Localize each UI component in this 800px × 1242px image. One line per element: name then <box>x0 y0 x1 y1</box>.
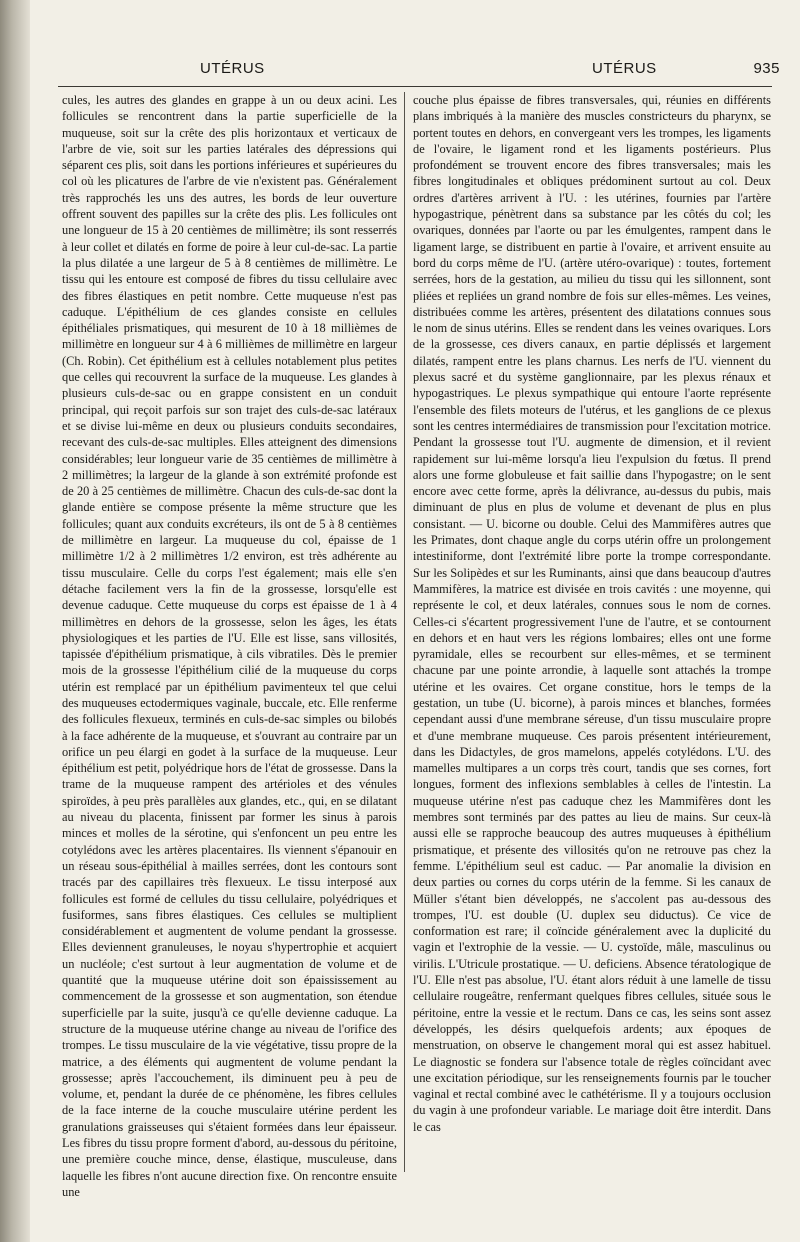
left-text-column <box>62 92 397 1200</box>
column-divider <box>404 92 405 1172</box>
left-column-paragraph: cules, les autres des glandes en grappe à un ou deux acini. Les follicules se rencontrent dans la partie superficielle de la muqueuse, soit sur la crête des plis horizontaux et verticaux de l'arbre de vie, soit sur les parties latérales des dépressions qui séparent ces plis, soit dans les portions inférieures et supérieures du col où les plicatures de l'arbre de vie n'existent pas. Généralement très rapprochés les uns des autres, les bords de leur ouverture offrent souvent des papilles sur la crête des plis. Les follicules ont une longueur de 15 à 20 centièmes de millimètre; ils sont resserrés à leur collet et dilatés en forme de poire à leur cul-de-sac. La partie la plus dilatée a une largeur de 5 à 8 centièmes de millimètre. Le tissu qui les entoure est composé de fibres du tissu cellulaire avec des fibres élastiques en petit nombre. Cette muqueuse n'est pas caduque. L'épithélium de ces glandes consiste en cellules épithéliales prismatiques, qui mesurent de 10 à 18 millièmes de millimètre en longueur sur 4 à 6 millièmes de millimètre en largeur (Ch. Robin). Cet épithélium est à cellules notablement plus petites que celles qui recouvrent la surface de la muqueuse. Les glandes à plusieurs culs-de-sac ou en grappe consistent en un conduit principal, qui reçoit parfois sur son trajet des culs-de-sac latéraux et se divise lui-même en deux ou plusieurs conduits secondaires, recevant des culs-de-sac multiples. Elles atteignent des dimensions considérables; leur longueur varie de 35 centièmes de millimètre à 2 millimètres; la largeur de la glande à son extrémité profonde est de 20 à 25 centièmes de millimètre. Chacun des culs-de-sac dont la glande entière se compose présente la même structure que les follicules; quant aux conduits excréteurs, ils ont de 5 à 8 centièmes de millimètre en largeur. La muqueuse du col, épaisse de 1 millimètre 1/2 à 2 millimètres 1/2 environ, est très adhérente au tissu musculaire. Celle du corps l'est également; mais elle s'en détache facilement vers la fin de la grossesse, lorsqu'elle est devenue caduque. Cette muqueuse du corps est épaisse de 1 à 4 millimètres en dehors de la grossesse, selon les âges, les états physiologiques et les parties de l'U. Elle est lisse, sans villosités, tapissée d'épithélium prismatique, à cils vibratiles. Dès le premier mois de la grossesse l'épithélium cilié de la muqueuse du corps utérin est remplacé par un épithélium pavimenteux tel que celui des muqueuses ectodermiques vaginale, buccale, etc. Elle renferme des follicules flexueux, terminés en culs-de-sac simples ou bilobés à la face adhérente de la muqueuse, et s'ouvrant au contraire par un orifice un peu élargi en godet à la surface de la muqueuse. Leur épithélium est petit, polyédrique hors de l'état de grossesse. Dans la trame de la muqueuse rampent des artérioles et des vénules spiroïdes, à peu près parallèles aux glandes, etc., qui, en se dilatant au niveau du placenta, finissent par former les sinus à parois minces et molles de la sérotine, qui s'enfoncent un peu entre les cotylédons avec les artères placentaires. Ils viennent s'épanouir en un réseau sous-épithélial à mailles serrées, dont les contours sont tracés par des capillaires très flexueux. Le tissu interposé aux follicules est formé de cellules du tissu cellulaire, polyédriques et fusiformes, sans fibres élastiques. Ces cellules se multiplient considérablement et augmentent de volume pendant la grossesse. Elles deviennent granuleuses, le noyau s'hypertrophie et acquiert un nucléole; c'est surtout à leur augmentation de volume et de quantité que la muqueuse utérine doit son épaississement au commencement de la grossesse et son augmentation, son étendue superficielle par la suite, jusqu'à ce qu'elle devienne caduque. La structure de la muqueuse utérine change au niveau de l'orifice des trompes. Le tissu musculaire de la vie végétative, tissu propre de la matrice, a des éléments qui augmentent de volume pendant la grossesse; après l'accouchement, ils diminuent peu à peu de volume, et, pendant la durée de ce phénomène, les fibres cellules de la face interne de la couche musculaire utérine perdent les granulations graisseuses qui s'étaient formées dans leur épaisseur. Les fibres du tissu propre forment d'abord, au-dessous du péritoine, une première couche mince, dense, élastique, musculeuse, dans laquelle les fibres n'ont aucune direction fixe. On rencontre ensuite une <box>62 93 397 1199</box>
page-binding-edge <box>0 0 30 1242</box>
right-text-column <box>413 92 771 1135</box>
page-number: 935 <box>753 60 780 77</box>
header-rule <box>58 86 772 87</box>
right-running-title: UTÉRUS <box>592 60 657 77</box>
left-running-title: UTÉRUS <box>200 60 265 77</box>
running-header <box>40 60 780 86</box>
right-column-paragraph: couche plus épaisse de fibres transversales, qui, réunies en différents plans imbriqués à la manière des muscles constricteurs du pharynx, se portent toutes en dehors, en convergeant vers les trompes, les ligaments de l'ovaire, le ligament rond et les ligaments postérieurs. Plus profondément se trouvent encore des fibres transversales; mais les fibres longitudinales et obliques prédominent surtout au col. Deux ordres d'artères arrivent à l'U. : les utérines, fournies par l'artère hypogastrique, pénètrent dans sa substance par les côtés du col; les ovariques, données par l'aorte ou par les émulgentes, rampent dans le ligament large, se distribuent en partie à l'ovaire, et arrivent ensuite au bord du corps même de l'U. (artère utéro-ovarique) : toutes, fortement serrées, hors de la gestation, au milieu du tissu qui les sillonnent, sont pliées et repliées un grand nombre de fois sur elles-mêmes. Les veines, distribuées comme les artères, présentent des dilatations connues sous le nom de sinus utérins. Elles se rendent dans les veines ovariques. Lors de la grossesse, ces divers canaux, en partie déplissés et largement dilatés, rampent entre les plans charnus. Les nerfs de l'U. viennent du plexus sacré et du système ganglionnaire, par les plexus rénaux et hypogastriques. Le plexus sympathique qui entoure l'aorte représente l'ensemble des filets moteurs de l'utérus, et les ganglions de ce plexus sont les centres intermédiaires de transmission pour l'excitation motrice. Pendant la grossesse tout l'U. augmente de dimension, et il revient rapidement sur lui-même lorsqu'a lieu l'expulsion du fœtus. Il prend alors une forme globuleuse et fait saillie dans l'hypogastre; on le sent encore avec cette forme, après la délivrance, au-dessus du pubis, mais diminuant de plus en plus de volume et devenant de plus en plus consistant. — U. bicorne ou double. Celui des Mammifères autres que les Primates, dont chaque angle du corps utérin offre un prolongement intestiniforme, dont l'extrémité libre porte la trompe correspondante. Sur les Solipèdes et sur les Ruminants, ainsi que dans beaucoup d'autres Mammifères, la matrice est divisée en trois cavités : une moyenne, qui représente le col, et deux latérales, connues sous le nom de cornes. Celles-ci s'écartent progressivement l'une de l'autre, et se contournent en dehors et en haut vers les régions lombaires; elles ont une forme pyramidale, elles se recourbent sur elles-mêmes, et se terminent chacune par une pointe arrondie, à laquelle sont attachés la trompe utérine et les ovaires. Cet organe constitue, hors le temps de la gestation, un tube (U. bicorne), à parois minces et blanches, formées cependant aussi d'une membrane séreuse, d'un tissu musculaire propre et d'une membrane muqueuse. Ces parois présentent intérieurement, dans les Didactyles, de gros mamelons, appelés cotylédons. L'U. des mamelles multipares a un corps très court, tandis que ses cornes, fort longues, forment des inflexions semblables à celles de l'intestin. La muqueuse utérine n'est pas caduque chez les Mammifères dont les membres sont terminés par des pattes au lieu de mains. Sur ceux-là aussi elle se rapproche beaucoup des autres muqueuses à épithélium prismatique, et présente des villosités qu'on ne retrouve pas chez la femme. L'épithélium seul est caduc. — Par anomalie la division en deux parties ou cornes du corps utérin de la femme. Si les canaux de Müller s'étant bien développés, ne s'accolent pas au-dessous des trompes, l'U. est double (U. duplex seu diductus). Ce vice de conformation est rare; il coïncide généralement avec la duplicité du vagin et l'extrophie de la vessie. — U. cystoïde, mâle, masculinus ou virilis. L'Utricule prostatique. — U. deficiens. Absence tératologique de l'U. Elle n'est pas absolue, l'U. étant alors réduit à une lamelle de tissu cellulaire rougeâtre, renfermant quelques fibres cellules, située sous le péritoine, entre la vessie et le rectum. Dans ce cas, les seins sont assez développés, les désirs quelquefois ardents; aux époques de menstruation, on observe le changement moral qui est assez habituel. Le diagnostic se fondera sur l'absence totale de règles coïncidant avec une excitation périodique, sur les renseignements fournis par le toucher vaginal et rectal combiné avec le cathétérisme. Il y a toujours occlusion du vagin à une profondeur variable. Le mariage doit être interdit. Dans le cas <box>413 93 771 1134</box>
